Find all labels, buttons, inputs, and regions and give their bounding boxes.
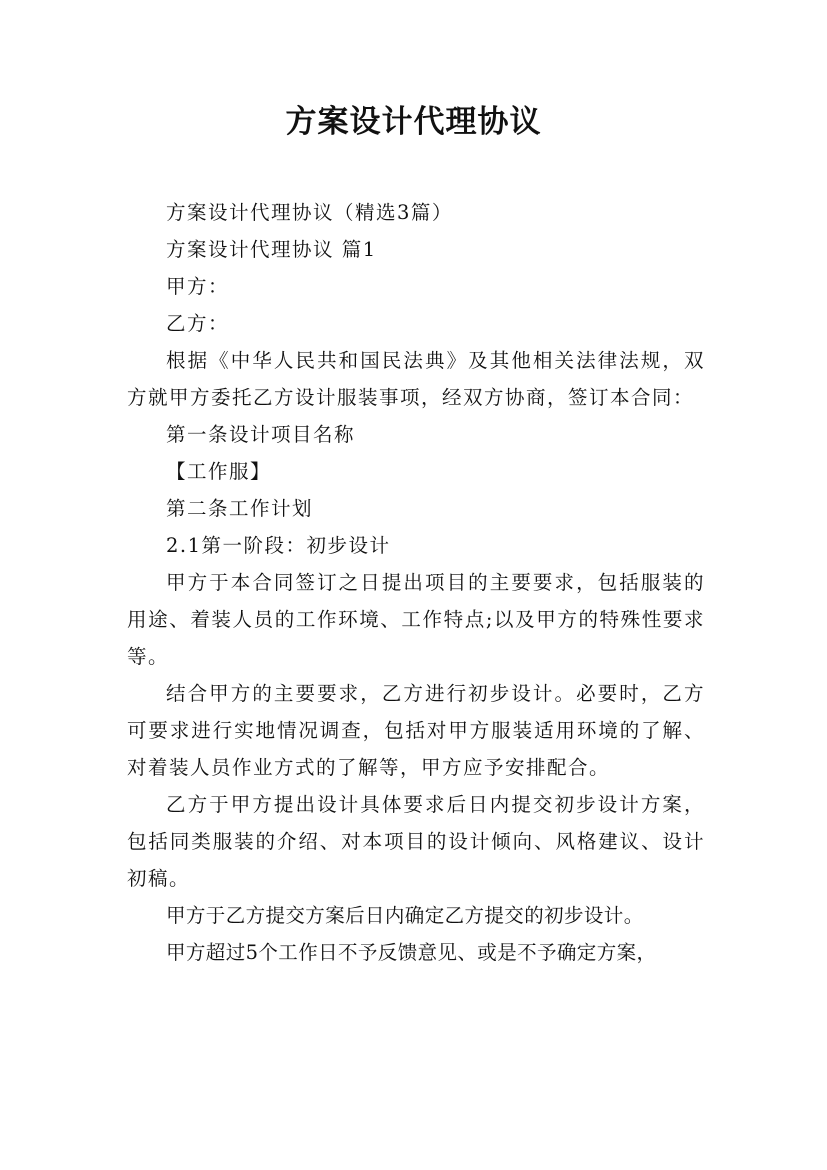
section-heading: 方案设计代理协议 篇1: [166, 238, 377, 261]
body-paragraph: 乙方于甲方提出设计具体要求后日内提交初步设计方案，包括同类服装的介绍、对本项目的设计倾向、风格建议、设计初稿。: [127, 793, 705, 890]
party-b-line: 乙方：: [166, 312, 230, 335]
article-1-heading: 第一条设计项目名称: [166, 423, 356, 446]
clause-2-1-heading: 2.1第一阶段：初步设计: [166, 534, 391, 557]
subtitle-paragraph: 方案设计代理协议（精选3篇）: [166, 201, 453, 224]
body-paragraph: 甲方超过5个工作日不予反馈意见、或是不予确定方案，: [166, 941, 657, 964]
document-title: 方案设计代理协议: [285, 104, 542, 140]
body-paragraph: 甲方于乙方提交方案后日内确定乙方提交的初步设计。: [166, 904, 644, 927]
document-body: [127, 194, 705, 971]
article-2-heading: 第二条工作计划: [166, 497, 314, 520]
party-a-line: 甲方：: [166, 275, 230, 298]
body-paragraph: 甲方于本合同签订之日提出项目的主要要求，包括服装的用途、着装人员的工作环境、工作特点;以及甲方的特殊性要求等。: [127, 571, 705, 668]
preamble-paragraph: 根据《中华人民共和国民法典》及其他相关法律法规，双方就甲方委托乙方设计服装事项，经双方协商，签订本合同：: [127, 349, 705, 409]
project-name: 【工作服】: [166, 460, 272, 483]
body-paragraph: 结合甲方的主要要求，乙方进行初步设计。必要时，乙方可要求进行实地情况调查，包括对甲方服装适用环境的了解、对着装人员作业方式的了解等，甲方应予安排配合。: [127, 682, 705, 779]
